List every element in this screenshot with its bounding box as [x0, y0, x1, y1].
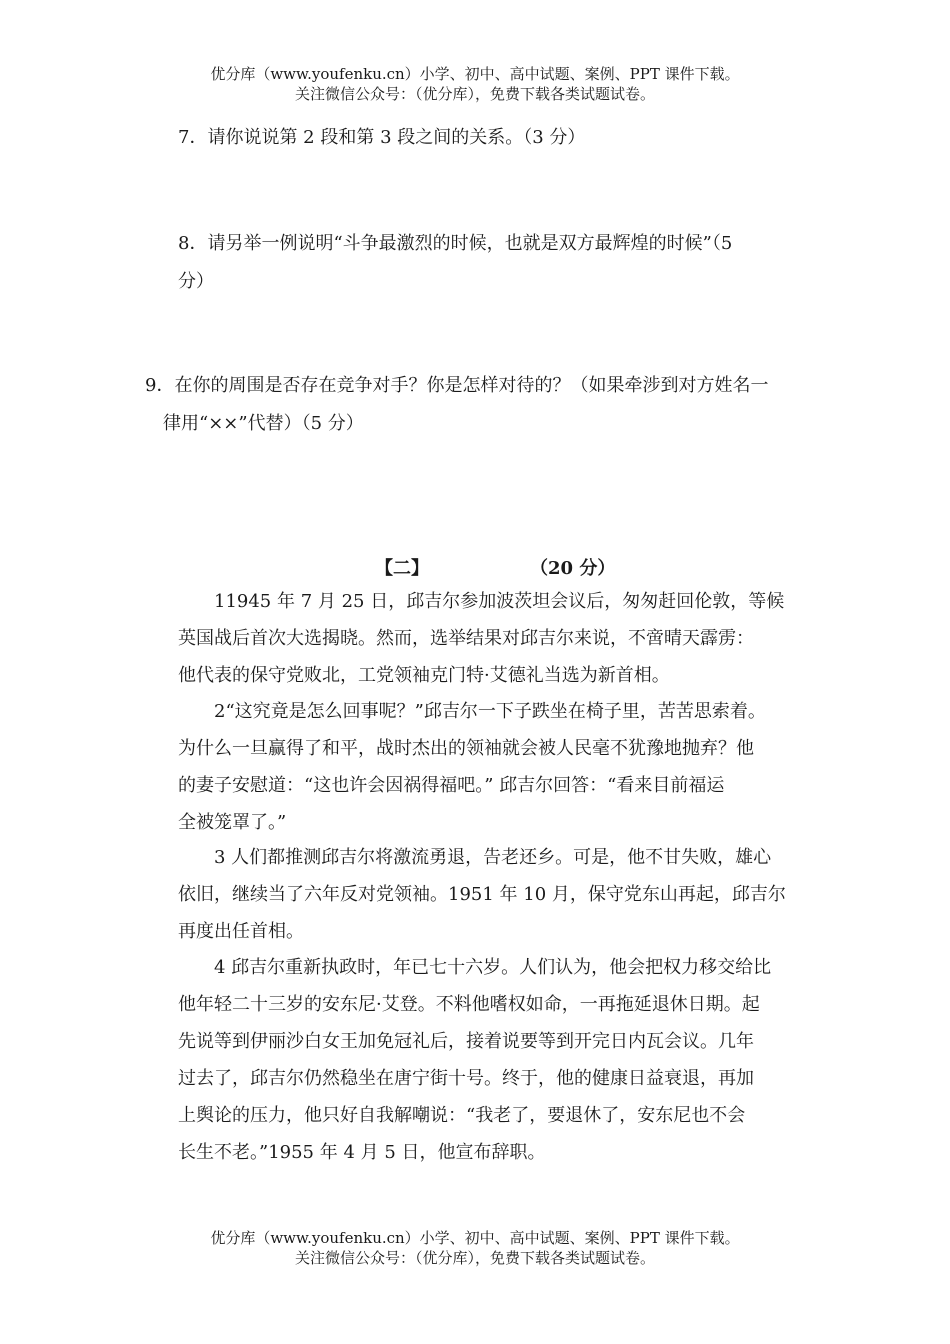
passage-p2-line-3: 的妻子安慰道：“这也许会因祸得福吧。” 邱吉尔回答：“看来目前福运	[178, 775, 725, 796]
passage-p2-line-1: 2“这究竟是怎么回事呢？”邱吉尔一下子跌坐在椅子里，苦苦思索着。	[214, 701, 766, 722]
passage-p3-line-2: 依旧，继续当了六年反对党领袖。1951 年 10 月，保守党东山再起，邱吉尔	[178, 884, 786, 905]
passage-p4-line-1: 4 邱吉尔重新执政时，年已七十六岁。人们认为，他会把权力移交给比	[214, 957, 772, 978]
passage-p1-line-1: 11945 年 7 月 25 日，邱吉尔参加波茨坦会议后，匆匆赶回伦敦，等候	[214, 591, 785, 612]
question-7: 7．请你说说第 2 段和第 3 段之间的关系。（3 分）	[178, 127, 586, 148]
header-line-1: 优分库（www.youfenku.cn）小学、初中、高中试题、案例、PPT 课件下载。	[210, 65, 740, 83]
footer-line-2: 关注微信公众号：（优分库），免费下载各类试题试卷。	[294, 1249, 655, 1267]
passage-p4-line-2: 他年轻二十三岁的安东尼·艾登。不料他嗜权如命，一再拖延退休日期。起	[178, 994, 760, 1015]
passage-p4-line-4: 过去了，邱吉尔仍然稳坐在唐宁街十号。终于，他的健康日益衰退，再加	[178, 1068, 754, 1089]
passage-p3-line-1: 3 人们都推测邱吉尔将激流勇退，告老还乡。可是，他不甘失败，雄心	[214, 847, 772, 868]
passage-p4-line-3: 先说等到伊丽沙白女王加免冠礼后，接着说要等到开完日内瓦会议。几年	[178, 1031, 754, 1052]
section-label: 【二】	[375, 558, 429, 579]
question-8-line-2: 分）	[178, 271, 214, 292]
passage-p1-line-3: 他代表的保守党败北，工党领袖克门特·艾德礼当选为新首相。	[178, 665, 670, 686]
question-9-line-2: 律用“××”代替）（5 分）	[163, 413, 364, 434]
question-9-line-1: 9．在你的周围是否存在竞争对手？你是怎样对待的？（如果牵涉到对方姓名一	[145, 375, 769, 396]
footer-line-1: 优分库（www.youfenku.cn）小学、初中、高中试题、案例、PPT 课件下载。	[210, 1229, 740, 1247]
passage-p2-line-2: 为什么一旦赢得了和平，战时杰出的领袖就会被人民毫不犹豫地抛弃？他	[178, 738, 754, 759]
passage-p2-line-4: 全被笼罩了。”	[178, 812, 287, 833]
passage-p3-line-3: 再度出任首相。	[178, 921, 304, 942]
passage-p4-line-6: 长生不老。”1955 年 4 月 5 日，他宣布辞职。	[178, 1142, 546, 1163]
passage-p4-line-5: 上舆论的压力，他只好自我解嘲说：“我老了，要退休了，安东尼也不会	[178, 1105, 746, 1126]
passage-p1-line-2: 英国战后首次大选揭晓。然而，选举结果对邱吉尔来说，不啻晴天霹雳：	[178, 628, 754, 649]
question-8-line-1: 8．请另举一例说明“斗争最激烈的时候，也就是双方最辉煌的时候”（5	[178, 233, 733, 254]
section-points: （20 分）	[530, 558, 616, 579]
header-line-2: 关注微信公众号：（优分库），免费下载各类试题试卷。	[294, 85, 655, 103]
